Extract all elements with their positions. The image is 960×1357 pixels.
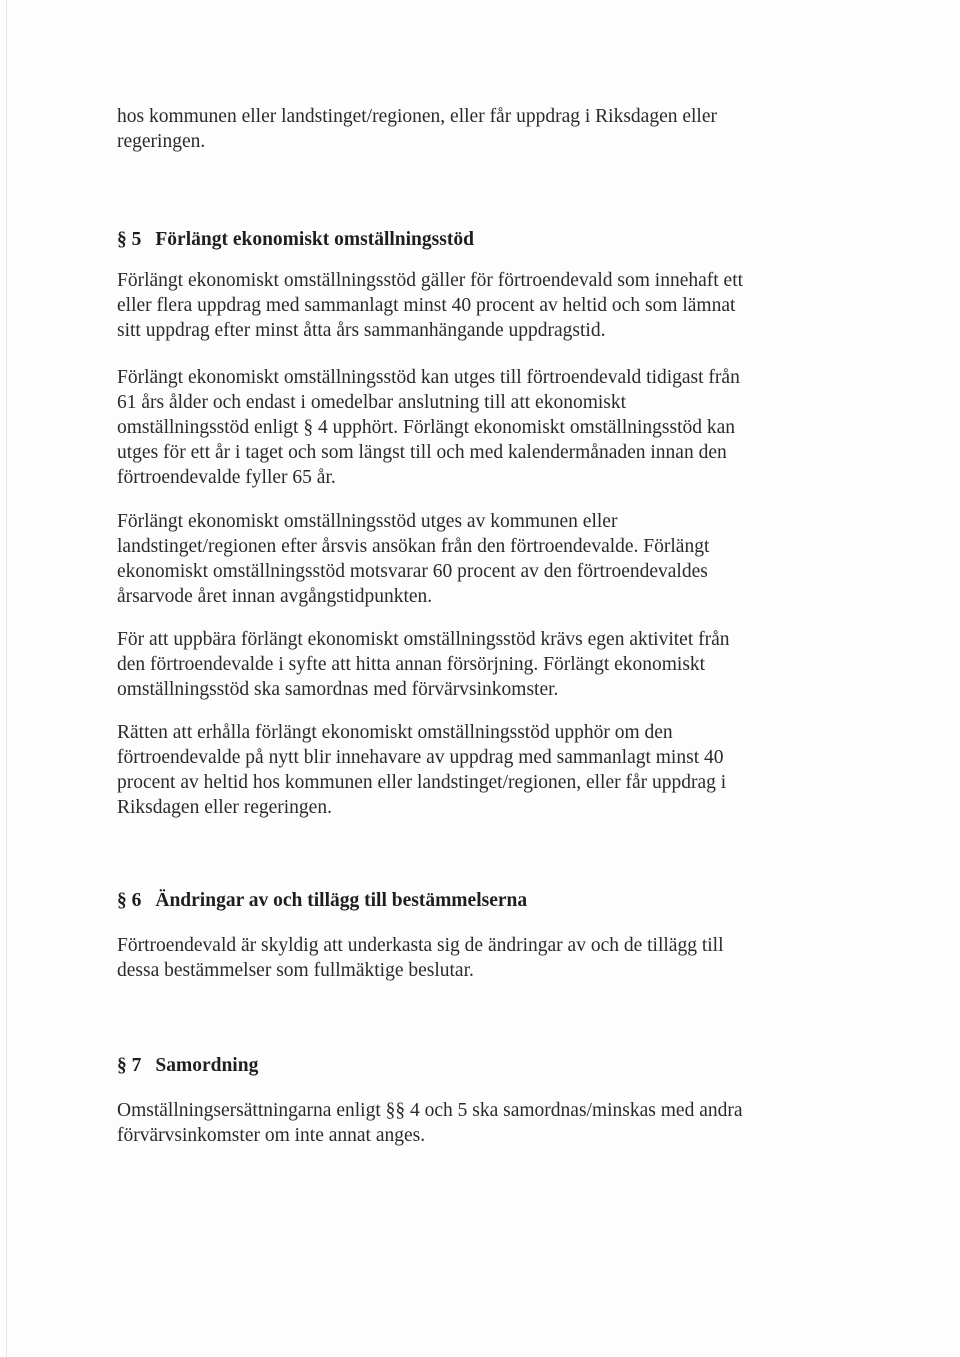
text-line: Förlängt ekonomiskt omställningsstöd gäller för förtroendevald som innehaft ett [117,270,744,291]
text-line: den förtroendevalde i syfte att hitta annan försörjning. Förlängt ekonomiskt [117,654,706,675]
scan-edge-line [6,0,7,1357]
text-line: hos kommunen eller landstinget/regionen, eller får uppdrag i Riksdagen eller [117,106,717,127]
section-5-title: Förlängt ekonomiskt omställningsstöd [155,229,474,250]
text-line: För att uppbära förlängt ekonomiskt omställningsstöd krävs egen aktivitet från [117,629,730,650]
section-7-number: § 7 [117,1055,142,1076]
section-7-paragraph-1 [117,1098,817,1148]
text-line: eller flera uppdrag med sammanlagt minst 40 procent av heltid och som lämnat [117,295,736,316]
section-5-paragraph-4 [117,627,817,702]
text-line: omställningsstöd enligt § 4 upphört. Förlängt ekonomiskt omställningsstöd kan [117,417,736,438]
text-line: utges för ett år i taget och som längst till och med kalendermånaden innan den [117,442,727,463]
text-line: förtroendevalde fyller 65 år. [117,467,336,488]
text-line: Förlängt ekonomiskt omställningsstöd kan utges till förtroendevald tidigast från [117,367,740,388]
text-line: dessa bestämmelser som fullmäktige beslutar. [117,960,474,981]
text-line: 61 års ålder och endast i omedelbar anslutning till att ekonomiskt [117,392,627,413]
section-6-heading [117,890,527,912]
text-line: omställningsstöd ska samordnas med förvärvsinkomster. [117,679,559,700]
text-line: årsarvode året innan avgångstidpunkten. [117,586,433,607]
text-line: Riksdagen eller regeringen. [117,797,332,818]
section-5-paragraph-1 [117,268,817,343]
section-6-number: § 6 [117,890,142,911]
section-7-heading [117,1055,258,1077]
section-7-title: Samordning [155,1055,259,1076]
text-line: förvärvsinkomster om inte annat anges. [117,1125,426,1146]
text-line: Rätten att erhålla förlängt ekonomiskt omställningsstöd upphör om den [117,722,673,743]
section-5-paragraph-3 [117,509,817,609]
section-6-title: Ändringar av och tillägg till bestämmelserna [155,890,528,911]
text-line: förtroendevalde på nytt blir innehavare av uppdrag med sammanlagt minst 40 [117,747,724,768]
section-5-heading [117,229,474,251]
text-line: landstinget/regionen efter årsvis ansökan från den förtroendevalde. Förlängt [117,536,710,557]
section-6-paragraph-1 [117,933,817,983]
text-line: Förtroendevald är skyldig att underkasta sig de ändringar av och de tillägg till [117,935,724,956]
text-line: Omställningsersättningarna enligt §§ 4 och 5 ska samordnas/minskas med andra [117,1100,743,1121]
text-line: Förlängt ekonomiskt omställningsstöd utges av kommunen eller [117,511,618,532]
text-line: ekonomiskt omställningsstöd motsvarar 60 procent av den förtroendevaldes [117,561,708,582]
text-line: procent av heltid hos kommunen eller landstinget/regionen, eller får uppdrag i [117,772,727,793]
continuation-paragraph [117,104,817,154]
section-5-number: § 5 [117,229,142,250]
section-5-paragraph-5 [117,720,817,820]
section-5-paragraph-2 [117,365,817,490]
text-line: regeringen. [117,131,206,152]
text-line: sitt uppdrag efter minst åtta års sammanhängande uppdragstid. [117,320,606,341]
